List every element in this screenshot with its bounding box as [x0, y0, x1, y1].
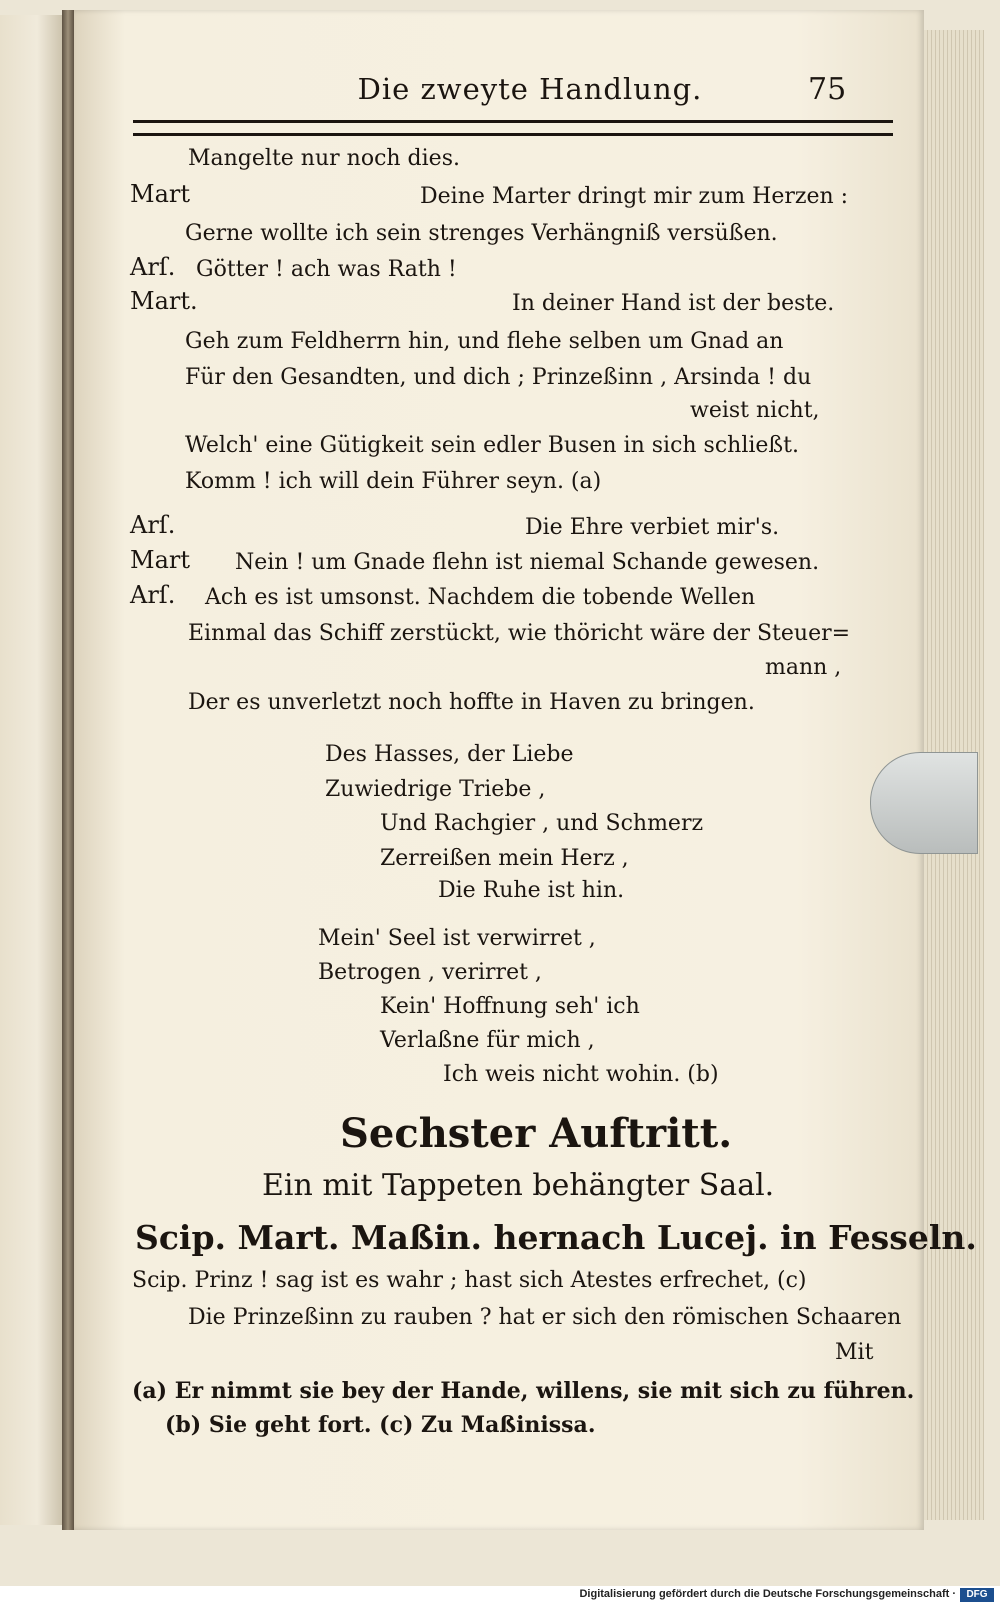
text-line: mann ,	[765, 655, 842, 680]
text-line: Deine Marter dringt mir zum Herzen :	[420, 184, 849, 209]
running-header: Die zweyte Handlung.	[357, 72, 703, 106]
text-line: Mangelte nur noch dies.	[188, 146, 460, 171]
text-line: Götter ! ach was Rath !	[196, 257, 457, 282]
speaker-label: Mart.	[130, 287, 198, 315]
footnote: (b) Sie geht fort. (c) Zu Maßinissa.	[165, 1412, 596, 1438]
text-line: Die Ehre verbiet mir's.	[525, 515, 780, 540]
aria-line: Betrogen , verirret ,	[318, 960, 542, 985]
aria-line: Des Hasses, der Liebe	[325, 742, 574, 767]
page-clip	[870, 752, 978, 854]
text-line: Der es unverletzt noch hoffte in Haven zu bringen.	[188, 690, 755, 715]
text-line: Komm ! ich will dein Führer seyn. (a)	[185, 469, 602, 494]
text-line: In deiner Hand ist der beste.	[512, 291, 835, 316]
text-line: Ach es ist umsonst. Nachdem die tobende Wellen	[205, 585, 756, 610]
dfg-logo: DFG	[960, 1588, 994, 1602]
footnote: (a) Er nimmt sie bey der Hande, willens, sie mit sich zu führen.	[132, 1378, 915, 1404]
catchword: Mit	[835, 1340, 874, 1365]
aria-line: Ich weis nicht wohin. (b)	[443, 1062, 719, 1087]
aria-line: Kein' Hoffnung seh' ich	[380, 994, 640, 1019]
aria-line: Die Ruhe ist hin.	[438, 878, 625, 903]
book-gutter	[62, 10, 74, 1530]
speaker-label: Arſ.	[130, 253, 176, 281]
text-line: Einmal das Schiff zerstückt, wie thöricht wäre der Steuer=	[188, 621, 851, 646]
text-line: Geh zum Feldherrn hin, und flehe selben um Gnad an	[185, 329, 784, 354]
text-line: Scip. Prinz ! sag ist es wahr ; hast sich Atestes erfrechet, (c)	[132, 1268, 807, 1293]
scene-setting: Ein mit Tappeten behängter Saal.	[262, 1168, 775, 1203]
speaker-label: Mart	[130, 546, 190, 574]
text-line: Für den Gesandten, und dich ; Prinzeßinn , Arsinda ! du	[185, 365, 812, 390]
text-line: Nein ! um Gnade flehn ist niemal Schande gewesen.	[235, 550, 820, 575]
text-line: Die Prinzeßinn zu rauben ? hat er sich den römischen Schaaren	[188, 1305, 902, 1330]
aria-line: Verlaßne für mich ,	[380, 1028, 595, 1053]
speaker-label: Arſ.	[130, 581, 176, 609]
aria-line: Und Rachgier , und Schmerz	[380, 811, 704, 836]
aria-line: Mein' Seel ist verwirret ,	[318, 926, 596, 951]
aria-line: Zerreißen mein Herz ,	[380, 846, 629, 871]
text-line: Gerne wollte ich sein strenges Verhängniß versüßen.	[185, 221, 778, 246]
aria-line: Zuwiedrige Triebe ,	[325, 777, 546, 802]
left-page-edge	[0, 15, 64, 1525]
speaker-label: Mart	[130, 180, 190, 208]
header-rule	[133, 120, 893, 136]
scene-title: Sechster Auftritt.	[340, 1110, 733, 1157]
text-line: Welch' eine Gütigkeit sein edler Busen in sich schließt.	[185, 433, 799, 458]
text-line: weist nicht,	[690, 398, 820, 423]
page-number: 75	[808, 72, 847, 107]
speaker-label: Arſ.	[130, 511, 176, 539]
footer-credit: Digitalisierung gefördert durch die Deutsche Forschungsgemeinschaft ·	[579, 1588, 956, 1600]
scene-cast: Scip. Mart. Maßin. hernach Lucej. in Fesseln.	[135, 1218, 977, 1257]
